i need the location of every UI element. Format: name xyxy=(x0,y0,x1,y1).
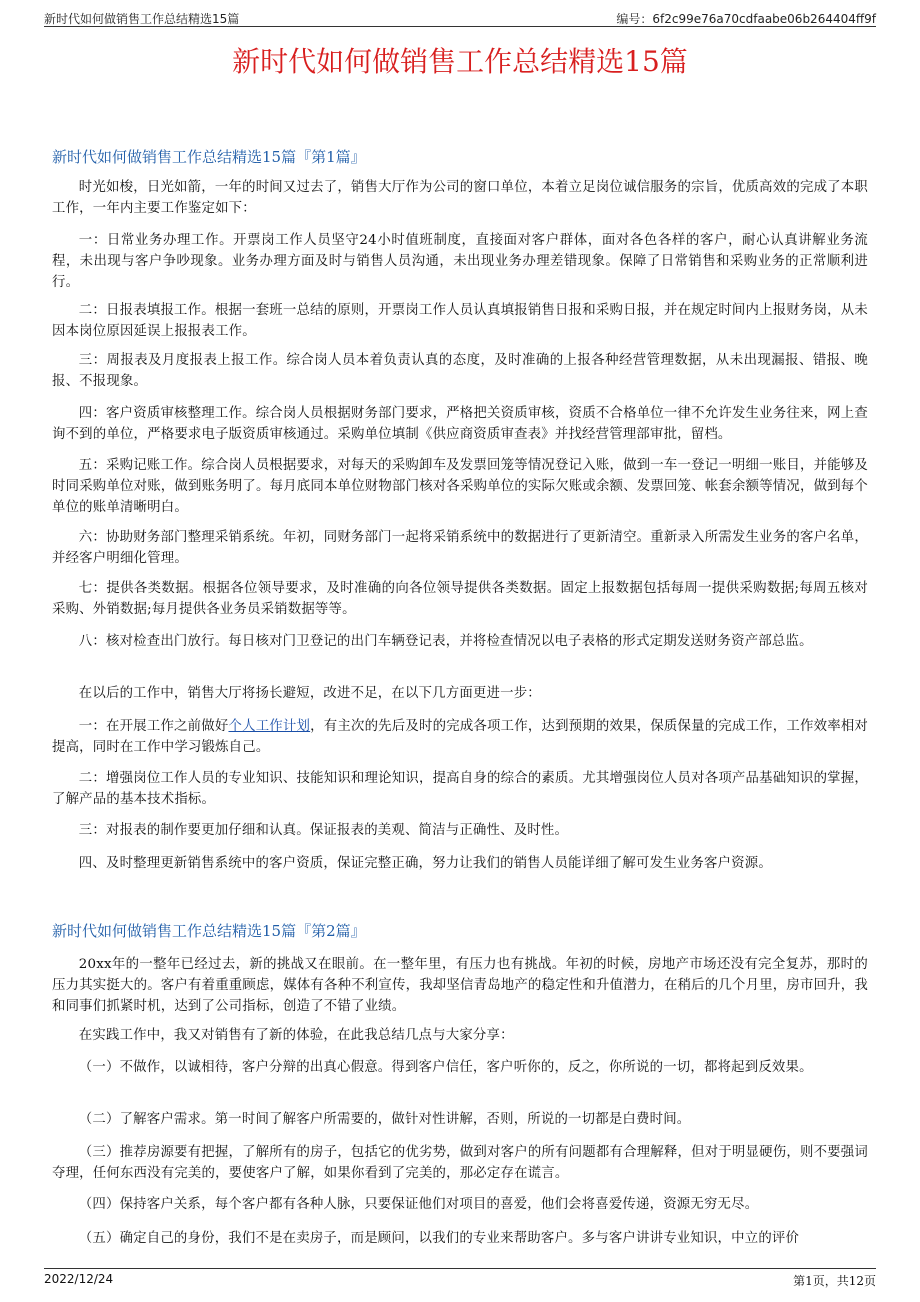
paragraph: 一：日常业务办理工作。开票岗工作人员坚守24小时值班制度，直接面对客户群体，面对各色各样的客户，耐心认真讲解业务流程，未出现与客户争吵现象。业务办理方面及时与销售人员沟通，未出现业务办理差错现象。保障了日常销售和采购业务的正常顺利进行。 xyxy=(52,233,868,290)
footer-divider xyxy=(44,1268,876,1269)
section-2-title: 新时代如何做销售工作总结精选15篇『第2篇』 xyxy=(52,922,366,940)
page-header xyxy=(0,0,920,26)
footer-page-number: 第1页，共12页 xyxy=(793,1274,876,1288)
paragraph: 时光如梭，日光如箭，一年的时间又过去了，销售大厅作为公司的窗口单位，本着立足岗位诚信服务的宗旨，优质高效的完成了本职工作，一年内主要工作鉴定如下： xyxy=(52,180,868,216)
paragraph: 在实践工作中，我又对销售有了新的体验，在此我总结几点与大家分享： xyxy=(78,1028,514,1043)
paragraph xyxy=(52,716,868,758)
paragraph-text: 一：在开展工作之前做好 xyxy=(78,719,229,734)
footer-date: 2022/12/24 xyxy=(44,1272,114,1286)
paragraph: 20xx年的一整年已经过去，新的挑战又在眼前。在一整年里，有压力也有挑战。年初的时候，房地产市场还没有完全复苏，那时的压力其实挺大的。客户有着重重顾虑，媒体有各种不利宣传，我却坚信青岛地产的稳定性和升值潜力，在稍后的几个月里，房市回升，我和同事们抓紧时机，达到了公司指标，创造了不错了业绩。 xyxy=(52,957,868,1014)
paragraph: 四、及时整理更新销售系统中的客户资质，保证完整正确，努力让我们的销售人员能详细了解可发生业务客户资源。 xyxy=(78,856,772,871)
paragraph: 五：采购记账工作。综合岗人员根据要求，对每天的采购卸车及发票回笼等情况登记入账，做到一车一登记一明细一账目，并能够及时同采购单位对账，做到账务明了。每月底同本单位财物部门核对各采购单位的实际欠账或余额、发票回笼、帐套余额等情况，做到每个单位的账单清晰明白。 xyxy=(52,458,868,515)
paragraph: 八：核对检查出门放行。每日核对门卫登记的出门车辆登记表，并将检查情况以电子表格的形式定期发送财务资产部总监。 xyxy=(78,634,813,649)
paragraph: 二：增强岗位工作人员的专业知识、技能知识和理论知识，提高自身的综合的素质。尤其增强岗位人员对各项产品基础知识的掌握，了解产品的基本技术指标。 xyxy=(52,771,868,807)
header-doc-number: 编号：6f2c99e76a70cdfaabe06b264404ff9f xyxy=(616,12,876,26)
paragraph: 三：周报表及月度报表上报工作。综合岗人员本着负责认真的态度，及时准确的上报各种经营管理数据，从未出现漏报、错报、晚报、不报现象。 xyxy=(52,353,868,389)
personal-work-plan-link[interactable]: 个人工作计划 xyxy=(228,719,311,734)
header-divider xyxy=(44,26,876,27)
paragraph: 四：客户资质审核整理工作。综合岗人员根据财务部门要求，严格把关资质审核，资质不合格单位一律不允许发生业务往来，网上查询不到的单位，严格要求电子版资质审核通过。采购单位填制《供应商资质审查表》并找经营管理部审批，留档。 xyxy=(52,406,868,442)
paragraph: （三）推荐房源要有把握，了解所有的房子，包括它的优劣势，做到对客户的所有问题都有合理解释，但对于明显硬伤，则不要强词夺理，任何东西没有完美的，要使客户了解，如果你看到了完美的，那必定存在谎言。 xyxy=(52,1145,868,1181)
paragraph: 在以后的工作中，销售大厅将扬长避短，改进不足，在以下几方面更进一步： xyxy=(78,686,541,701)
paragraph: （五）确定自己的身份，我们不是在卖房子，而是顾问，以我们的专业来帮助客户。多与客户讲讲专业知识，中立的评价 xyxy=(78,1231,800,1246)
page-title: 新时代如何做销售工作总结精选15篇 xyxy=(232,45,688,78)
paragraph: （四）保持客户关系，每个客户都有各种人脉，只要保证他们对项目的喜爱，他们会将喜爱传递，资源无穷无尽。 xyxy=(78,1197,759,1212)
header-doc-title: 新时代如何做销售工作总结精选15篇 xyxy=(44,12,240,26)
section-1-title: 新时代如何做销售工作总结精选15篇『第1篇』 xyxy=(52,148,366,166)
paragraph: 六：协助财务部门整理采销系统。年初，同财务部门一起将采销系统中的数据进行了更新清空。重新录入所需发生业务的客户名单，并经客户明细化管理。 xyxy=(52,530,868,566)
paragraph-text: ，有主次的先后及时的完成各项工作，达到预期的效果，保质保量的完成工作，工作效率相对提高，同时在工作中学习锻炼自己。 xyxy=(52,719,869,755)
paragraph: 三：对报表的制作要更加仔细和认真。保证报表的美观、简洁与正确性、及时性。 xyxy=(78,823,569,838)
paragraph: （一）不做作，以诚相待，客户分辩的出真心假意。得到客户信任，客户听你的，反之，你所说的一切，都将起到反效果。 xyxy=(78,1060,813,1075)
paragraph: 七：提供各类数据。根据各位领导要求，及时准确的向各位领导提供各类数据。固定上报数据包括每周一提供采购数据;每周五核对采购、外销数据;每月提供各业务员采销数据等等。 xyxy=(52,581,868,617)
paragraph: 二：日报表填报工作。根据一套班一总结的原则，开票岗工作人员认真填报销售日报和采购日报，并在规定时间内上报财务岗，从未因本岗位原因延误上报报表工作。 xyxy=(52,303,868,339)
paragraph: （二）了解客户需求。第一时间了解客户所需要的，做针对性讲解，否则，所说的一切都是白费时间。 xyxy=(78,1112,691,1127)
